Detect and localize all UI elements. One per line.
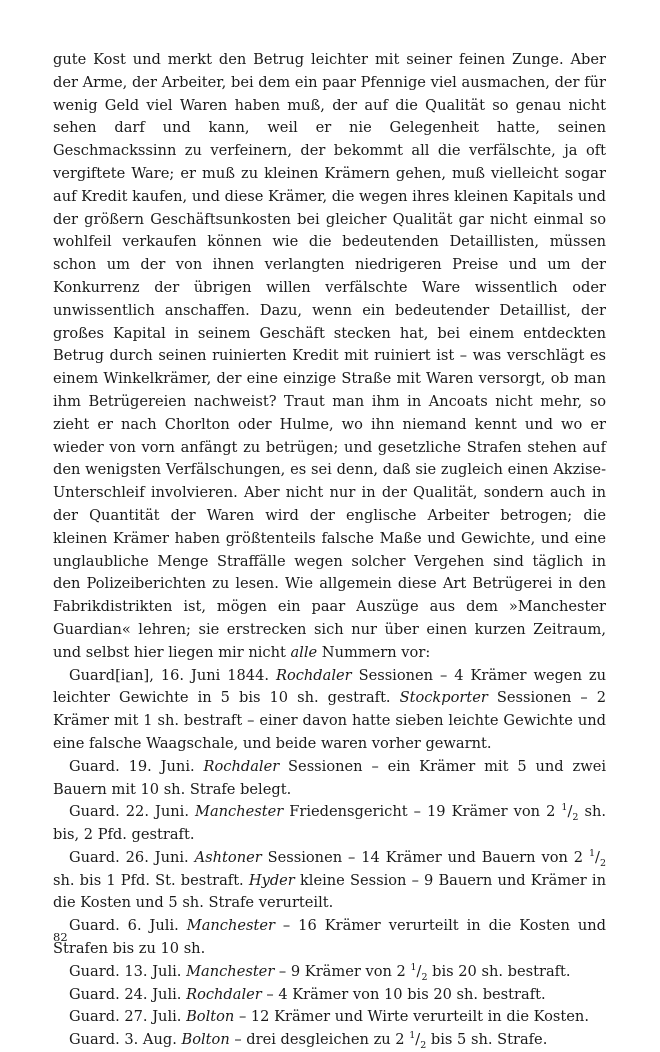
paragraph-end-text: Nummern vor: <box>317 643 431 661</box>
entry-text: Friedensgericht – 19 Krämer von 2 <box>283 803 562 821</box>
body-paragraph <box>53 49 606 665</box>
entry-place: Rochdaler <box>275 666 352 684</box>
entry-place: Manchester <box>186 962 275 980</box>
entry-text: – 4 Krämer von 10 bis 20 sh. bestraft. <box>261 985 546 1003</box>
fraction-numerator: 1 <box>410 962 417 974</box>
fraction-numerator: 1 <box>561 802 568 814</box>
page-number: 82 <box>53 930 68 944</box>
entry-place: Stockporter <box>399 689 488 707</box>
entry-date: Guard. 26. Juni. <box>69 848 195 866</box>
entry-place: Bolton <box>181 1031 230 1049</box>
entry-text: sh. bis, 2 Pfd. gestraft. <box>53 803 607 844</box>
entry-text: Sessionen – ein Krämer mit 5 und zwei Bauern mit 10 sh. Strafe belegt. <box>53 757 606 798</box>
entry-date: Guard. 6. Juli. <box>69 917 187 935</box>
entry-place: Hyder <box>248 871 295 889</box>
entry-text: – 9 Krämer von 2 <box>274 962 411 980</box>
report-entry <box>53 984 606 1007</box>
fraction-denominator: 2 <box>599 857 606 869</box>
entry-place: Manchester <box>195 803 284 821</box>
fraction: $^1/_2$ <box>588 848 606 869</box>
fraction-denominator: 2 <box>572 812 579 824</box>
fraction: $^1/_2$ <box>410 962 428 983</box>
report-entry <box>53 665 606 756</box>
entry-text: kleine Session – 9 Bauern und Krämer in die Kosten und 5 sh. Strafe verurteilt. <box>53 871 606 912</box>
entry-date: Guard. 27. Juli. <box>69 1008 187 1026</box>
entry-text: – 12 Krämer und Wirte verurteilt in die Kosten. <box>234 1008 589 1026</box>
entry-text: bis 20 sh. bestraft. <box>427 962 571 980</box>
report-entry <box>53 847 606 915</box>
entry-place: Ashtoner <box>194 848 262 866</box>
entry-date: Guard. 22. Juni. <box>69 803 195 821</box>
emphasis-text: alle <box>290 643 318 661</box>
report-entry <box>53 1029 606 1052</box>
fraction-denominator: 2 <box>421 971 428 983</box>
report-entry <box>53 1006 606 1029</box>
entry-place: Manchester <box>186 917 275 935</box>
entry-date: Guard. 3. Aug. <box>69 1031 182 1049</box>
entry-text: Sessionen – 2 Krämer mit 1 sh. bestraft – einer davon hatte sieben leichte Gewichte und eine falsche Waagschale, und beide waren vorher gewarnt. <box>53 689 606 752</box>
entry-text: bis 5 sh. Strafe. <box>426 1031 548 1049</box>
entry-text: sh. bis 1 Pfd. St. bestraft. <box>53 871 249 889</box>
fraction-numerator: 1 <box>409 1030 416 1042</box>
report-entry <box>53 915 606 961</box>
fraction-numerator: 1 <box>588 848 596 860</box>
entry-date: Guard. 13. Juli. <box>69 962 187 980</box>
report-entry <box>53 801 606 847</box>
fraction: $^1/_2$ <box>409 1030 427 1052</box>
entry-text: – 16 Krämer verurteilt in die Kosten und Strafen bis zu 10 sh. <box>53 917 607 958</box>
report-entry <box>53 756 606 802</box>
page-body <box>53 49 606 1052</box>
entry-text: – drei desgleichen zu 2 <box>229 1031 410 1049</box>
entry-text: Sessionen – 14 Krämer und Bauern von 2 <box>261 848 589 866</box>
report-entry <box>53 961 606 984</box>
entry-place: Bolton <box>186 1008 235 1026</box>
fraction-denominator: 2 <box>420 1040 427 1052</box>
entry-place: Rochdaler <box>186 985 262 1003</box>
entry-text: Sessionen – 4 Krämer wegen zu leichter Gewichte in 5 bis 10 sh. gestraft. <box>53 666 606 707</box>
entry-date: Guard. 24. Juli. <box>69 985 187 1003</box>
paragraph-text: gute Kost und merkt den Betrug leichter mit seiner feinen Zunge. Aber der Arme, der Arbeiter, bei dem ein paar Pfennige viel ausmachen, der für wenig Geld viel Waren haben muß, der auf die Qualität so genau nicht sehen darf und kann, weil er nie Gelegenheit hatte, seinen Geschmackssinn zu verfeinern, der bekommt all die verfälschte, ja oft vergiftete Ware; er muß zu kleinen Krämern gehen, muß vielleicht sogar auf Kredit kaufen, und diese Krämer, die wegen ihres kleinen Kapitals und der größern Geschäftsunkosten bei gleicher Qualität gar nicht einmal so wohlfeil verkaufen können wie die bedeutenden Detaillisten, müssen schon um der von ihnen verlangten niedrigeren Preise und um der Konkurrenz der übrigen willen verfälschte Ware wissentlich oder unwissentlich anschaffen. Dazu, wenn ein bedeutender Detaillist, der großes Kapital in seinem Geschäft stecken hat, bei einem entdeckten Betrug durch seinen ruinierten Kredit mit ruiniert ist – was verschlägt es einem Winkelkrämer, der eine einzige Straße mit Waren versorgt, ob man ihm Betrügereien nachweist? Traut man ihm in Ancoats nicht mehr, so zieht er nach Chorlton oder Hulme, wo ihn niemand kennt und wo er wieder von vorn anfängt zu betrügen; und gesetzliche Strafen stehen auf den wenigsten Verfälschungen, es sei denn, daß sie zugleich einen Akzise-Unterschleif involvieren. Aber nicht nur in der Qualität, sondern auch in der Quantität der Waren wird der englische Arbeiter betrogen; die kleinen Krämer haben größtenteils falsche Maße und Gewichte, und eine unglaubliche Menge Straffälle wegen solcher Vergehen sind täglich in den Polizeiberichten zu lesen. Wie allgemein diese Art Betrügerei in den Fabrikdistrikten ist, mögen ein paar Auszüge aus dem »Manchester Guardian« lehren; sie erstrecken sich nur über einen kurzen Zeitraum, und selbst hier liegen mir nicht <box>53 51 606 661</box>
entry-place: Rochdaler <box>203 757 280 775</box>
fraction: $^1/_2$ <box>561 802 579 824</box>
entry-date: Guard. 19. Juni. <box>69 757 204 775</box>
entry-date: Guard[ian], 16. Juni 1844. <box>69 666 276 684</box>
